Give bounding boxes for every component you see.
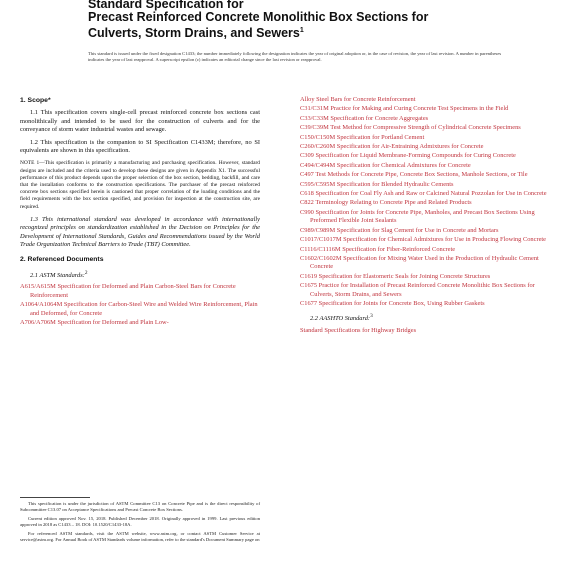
footnote-divider	[20, 497, 90, 498]
reference-item[interactable]	[300, 273, 555, 281]
reference-code-link[interactable]: C31/C31M	[300, 105, 329, 113]
section-scope-heading: 1. Scope*	[20, 97, 51, 104]
reference-code-link[interactable]: C150/C150M	[300, 133, 336, 141]
reference-item[interactable]	[300, 181, 555, 189]
reference-title: Terminology Relating to Concrete Pipe and Related Products	[315, 199, 472, 207]
reference-title: Specification for Chemical Admixtures for Concrete	[336, 161, 471, 169]
footnote-2: For referenced ASTM standards, visit the ASTM website, www.astm.org, or contact ASTM Customer Service at service@astm.org. For Annual Book of ASTM Standards volume information, refer to the standard's Document Summary page on	[20, 531, 260, 542]
reference-title: Specification for Slag Cement for Use in Concrete and Mortars	[336, 226, 499, 234]
reference-title: Specification for Blended Hydraulic Cements	[336, 180, 454, 188]
reference-code-link[interactable]: C309	[300, 152, 314, 160]
title-line-2: Precast Reinforced Concrete Monolithic Box Sections for	[88, 10, 429, 24]
title-line-1: Standard Specification for	[88, 0, 244, 11]
footnotes	[20, 501, 260, 546]
left-column	[20, 90, 260, 328]
scope-paragraph-3: 1.3 This international standard was developed in accordance with internationally recognized principles on standardization established in the Decision on Principles for the Development of International Standards, Guides and Recommendations issued by the World Trade Organization Technical Barriers to Trade (TBT) Committee.	[20, 215, 260, 249]
reference-item[interactable]	[300, 236, 555, 244]
footnote-1b: Current edition approved Nov. 15, 2018. Published December 2018. Originally approved in 1999. Last previous edition approved in 2018 as C1433 – 18. DOI: 10.1520/C1433-18A.	[20, 516, 260, 527]
reference-title: Specification for Chemical Admixtures for Use in Producing Flowing Concrete	[343, 236, 547, 244]
reference-code-link[interactable]: C260/C260M	[300, 143, 336, 151]
reference-title: Specification for Elastomeric Seals for Joining Concrete Structures	[318, 272, 491, 280]
reference-code-link[interactable]: C990	[300, 208, 314, 216]
reference-item[interactable]	[300, 199, 555, 207]
reference-item[interactable]	[300, 227, 555, 235]
scope-paragraph-2: 1.2 This specification is the companion to SI Specification C1433M; therefore, no SI equivalents are shown in this specification.	[20, 138, 260, 155]
reference-item[interactable]	[20, 283, 260, 300]
reference-title: Specification for Coal Fly Ash and Raw or Calcined Natural Pozzolan for Use in Concrete	[315, 190, 547, 198]
reference-item[interactable]	[300, 171, 555, 179]
scope-paragraph-1: 1.1 This specification covers single-cell precast reinforced concrete box sections cast monolithically and intended to be used for the construction of culverts and for the conveyance of storm water industrial wastes and sewage.	[20, 109, 260, 134]
reference-code-link[interactable]: C1675	[300, 282, 318, 290]
reference-title: Specification for Air-Entraining Admixtures for Concrete	[336, 143, 484, 151]
right-column	[300, 90, 555, 336]
reference-item[interactable]	[20, 319, 260, 327]
reference-continuation[interactable]: Alloy Steel Bars for Concrete Reinforcement	[300, 96, 416, 103]
reference-item[interactable]	[300, 255, 555, 272]
reference-item[interactable]	[300, 143, 555, 151]
reference-title: Specification for Portland Cement	[336, 133, 425, 141]
reference-title: Specification for Fiber-Reinforced Concrete	[342, 245, 456, 253]
reference-title: Specification for Carbon-Steel Wire and Welded Wire Reinforcement, Plain and Deformed, for Concrete	[30, 301, 258, 317]
designation-note: This standard is issued under the fixed designation C1433; the number immediately following the designation indicates the year of original adoption or, in the case of revision, the year of last revision. A number in parentheses indicates the year of last reapproval. A superscript epsilon (ε) indicates an editorial change since the last revision or reapproval.	[88, 51, 502, 62]
reference-code-link[interactable]: C1602/C1602M	[300, 254, 342, 262]
reference-code-link[interactable]: C1677	[300, 299, 318, 307]
reference-item[interactable]	[300, 190, 555, 198]
right-reference-list	[300, 105, 555, 308]
reference-code-link[interactable]: C497	[300, 171, 314, 179]
reference-title: Specification for Concrete Aggregates	[330, 114, 429, 122]
reference-item[interactable]	[300, 209, 555, 226]
reference-item[interactable]	[300, 105, 555, 113]
scope-note-1: NOTE 1—This specification is primarily a manufacturing and purchasing specification. However, standard designs are included and the criteria used to develop these designs are given in Appendix X1. The successful performance of this product depends upon the proper selection of the box section, bedding, backfill, and care that the installation conforms to the construction specifications. The purchaser of the precast reinforced concrete box sections specified herein is cautioned that proper correlation of the loading conditions and the field requirements with the box section specified, and provision for inspection at the construction site, are required.	[20, 160, 260, 210]
section-referenced-heading: 2. Referenced Documents	[20, 256, 104, 264]
reference-item[interactable]	[300, 134, 555, 142]
reference-item[interactable]	[300, 282, 555, 299]
reference-title: Practice for Making and Curing Concrete Test Specimens in the Field	[330, 105, 509, 113]
reference-code-link[interactable]: C618	[300, 190, 314, 198]
reference-code-link[interactable]: C989/C989M	[300, 226, 336, 234]
reference-code-link[interactable]: C33/C33M	[300, 114, 329, 122]
reference-title: Specification for Deformed and Plain Low-	[57, 319, 169, 327]
astm-standards-label: 2.1 ASTM Standards:$^2$	[30, 269, 88, 280]
reference-title: Specification for Liquid Membrane-Forming Compounds for Curing Concrete	[315, 152, 516, 160]
reference-title: Specification for Joints for Concrete Box, Using Rubber Gaskets	[318, 299, 485, 307]
reference-code-link[interactable]: A1064/A1064M	[20, 301, 63, 309]
reference-code-link[interactable]: C1619	[300, 272, 318, 280]
reference-code-link[interactable]: C1116/C1116M	[300, 245, 341, 253]
reference-code-link[interactable]: C822	[300, 199, 314, 207]
reference-title: Practice for Installation of Precast Reinforced Concrete Monolithic Box Sections for Culverts, Storm Drains, and Sewers	[310, 282, 535, 298]
reference-item[interactable]	[300, 162, 555, 170]
left-reference-list	[20, 283, 260, 327]
reference-title: Test Method for Compressive Strength of Cylindrical Concrete Specimens	[330, 124, 521, 132]
reference-code-link[interactable]: C1017/C1017M	[300, 236, 342, 244]
reference-title: Specification for Deformed and Plain Carbon-Steel Bars for Concrete Reinforcement	[30, 283, 236, 299]
reference-title: Specification for Joints for Concrete Pipe, Manholes, and Precast Box Sections Using Preformed Flexible Joint Sealants	[310, 208, 535, 225]
reference-code-link[interactable]: C494/C494M	[300, 161, 336, 169]
reference-code-link[interactable]: C39/C39M	[300, 124, 329, 132]
reference-title: Specification for Mixing Water Used in the Production of Hydraulic Cement Concrete	[310, 254, 539, 271]
reference-item[interactable]	[300, 246, 555, 254]
title-line-3: Culverts, Storm Drains, and Sewers$^1$	[88, 26, 304, 41]
reference-code-link[interactable]: A706/A706M	[20, 319, 56, 327]
reference-item[interactable]	[300, 115, 555, 123]
reference-item[interactable]	[20, 301, 260, 318]
reference-title: Test Methods for Concrete Pipe, Concrete Box Sections, Manhole Sections, or Tile	[315, 171, 528, 179]
reference-item[interactable]	[300, 300, 555, 308]
reference-item[interactable]	[300, 124, 555, 132]
document-title	[88, 0, 508, 40]
reference-code-link[interactable]: C595/C595M	[300, 180, 336, 188]
reference-code-link[interactable]: A615/A615M	[20, 283, 56, 291]
aashto-reference-link[interactable]: Standard Specifications for Highway Bridges	[300, 326, 417, 334]
footnote-1: This specification is under the jurisdiction of ASTM Committee C13 on Concrete Pipe and is the direct responsibility of Subcommittee C13.07 on Acceptance Specifications and Precast Concrete Box Sections.	[20, 501, 260, 512]
aashto-standard-label: 2.2 AASHTO Standard:$^3$	[310, 313, 373, 323]
reference-item[interactable]	[300, 152, 555, 160]
